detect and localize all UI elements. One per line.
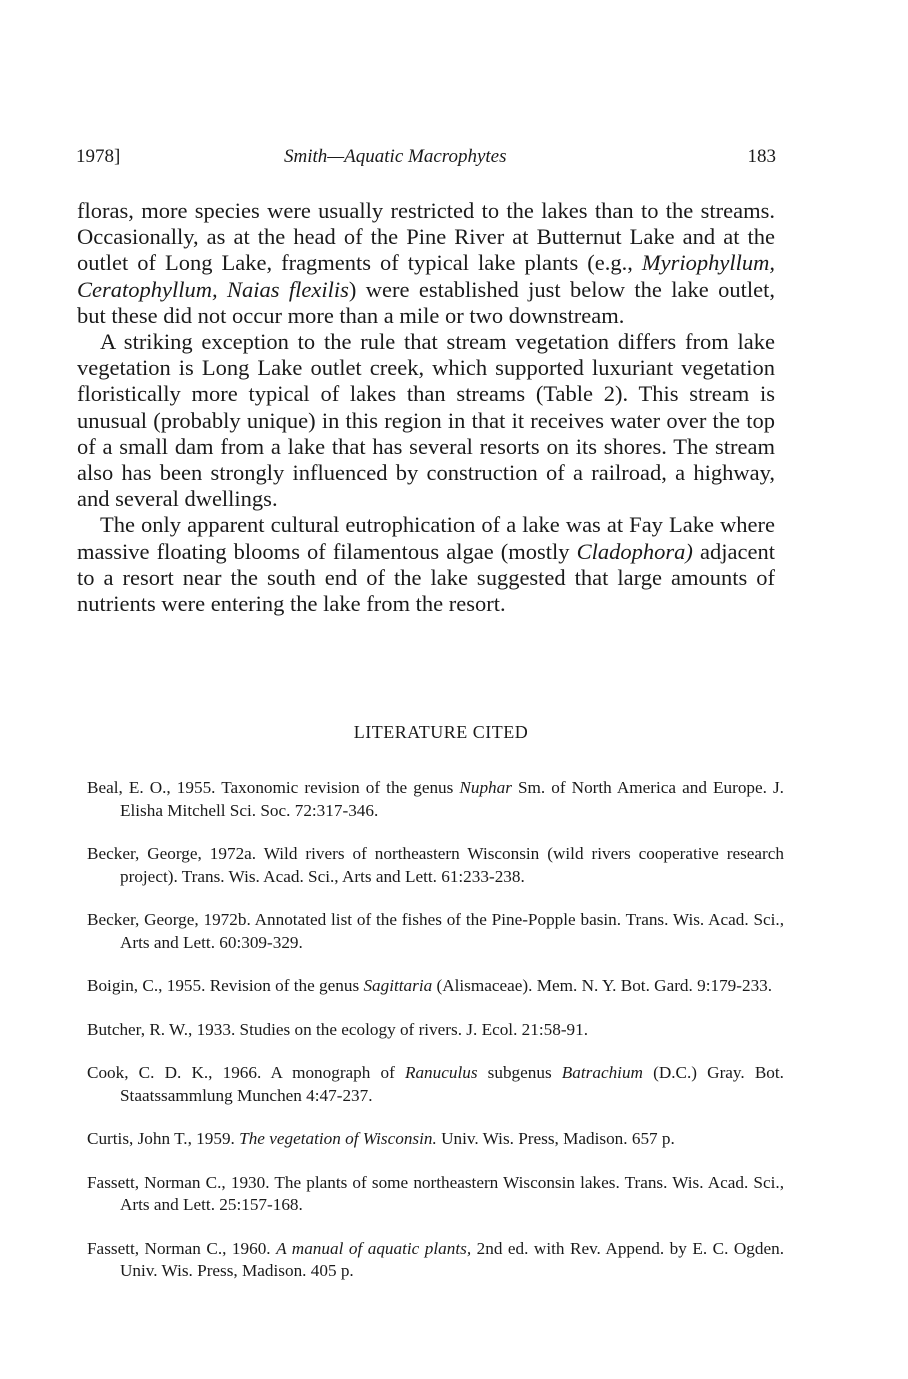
paragraph-3: The only apparent cultural eutrophication of a lake was at Fay Lake where massive floating blooms of filamentous algae (mostly Cladophora) adjacent to a resort near the south end of the lake suggested that large amounts of nutrients were entering the lake from the resort. — [77, 512, 775, 617]
reference-item: Beal, E. O., 1955. Taxonomic revision of the genus Nuphar Sm. of North America and Europe. J. Elisha Mitchell Sci. Soc. 72:317-346. — [87, 778, 784, 820]
literature-cited-heading: LITERATURE CITED — [353, 722, 529, 742]
header-year: 1978] — [76, 146, 121, 167]
paragraph-1: floras, more species were usually restricted to the lakes than to the streams. Occasionally, as at the head of the Pine River at Butternut Lake and at the outlet of Long Lake, fragments of typical lake plants (e.g., Myriophyllum, Ceratophyllum, Naias flexilis) were established just below the lake outlet, but these did not occur more than a mile or two downstream. — [77, 198, 775, 328]
reference-item: Becker, George, 1972b. Annotated list of the fishes of the Pine-Popple basin. Trans. Wis. Acad. Sci., Arts and Lett. 60:309-329. — [87, 910, 784, 952]
reference-item: Curtis, John T., 1959. The vegetation of Wisconsin. Univ. Wis. Press, Madison. 657 p. — [87, 1129, 675, 1148]
running-header — [76, 146, 776, 174]
reference-item: Fassett, Norman C., 1930. The plants of some northeastern Wisconsin lakes. Trans. Wis. Acad. Sci., Arts and Lett. 25:157-168. — [87, 1172, 784, 1214]
reference-item: Cook, C. D. K., 1966. A monograph of Ranuculus subgenus Batrachium (D.C.) Gray. Bot. Staatssammlung Munchen 4:47-237. — [87, 1063, 784, 1105]
page-number: 183 — [747, 146, 776, 167]
reference-item: Boigin, C., 1955. Revision of the genus Sagittaria (Alismaceae). Mem. N. Y. Bot. Gard. 9:179-233. — [87, 976, 773, 995]
paragraph-2: A striking exception to the rule that stream vegetation differs from lake vegetation is Long Lake outlet creek, which supported luxuriant vegetation floristically more typical of lakes than streams (Table 2). This stream is unusual (probably unique) in this region in that it receives water over the top of a small dam from a lake that has several resorts on its shores. The stream also has been strongly influenced by construction of a railroad, a highway, and several dwellings. — [77, 329, 775, 512]
header-title: Smith—Aquatic Macrophytes — [284, 146, 507, 167]
body-text — [77, 198, 775, 617]
reference-item: Fassett, Norman C., 1960. A manual of aquatic plants, 2nd ed. with Rev. Append. by E. C. Ogden. Univ. Wis. Press, Madison. 405 p. — [87, 1238, 784, 1280]
reference-item: Becker, George, 1972a. Wild rivers of northeastern Wisconsin (wild rivers cooperative research project). Trans. Wis. Acad. Sci., Arts and Lett. 61:233-238. — [87, 844, 784, 886]
reference-list — [87, 777, 784, 1304]
reference-item: Butcher, R. W., 1933. Studies on the ecology of rivers. J. Ecol. 21:58-91. — [87, 1019, 589, 1039]
paragraph-1-taxa: Myriophyllum, Ceratophyllum, Naias flexilis — [77, 250, 775, 302]
paragraph-3-taxon: Cladophora) — [576, 538, 693, 564]
